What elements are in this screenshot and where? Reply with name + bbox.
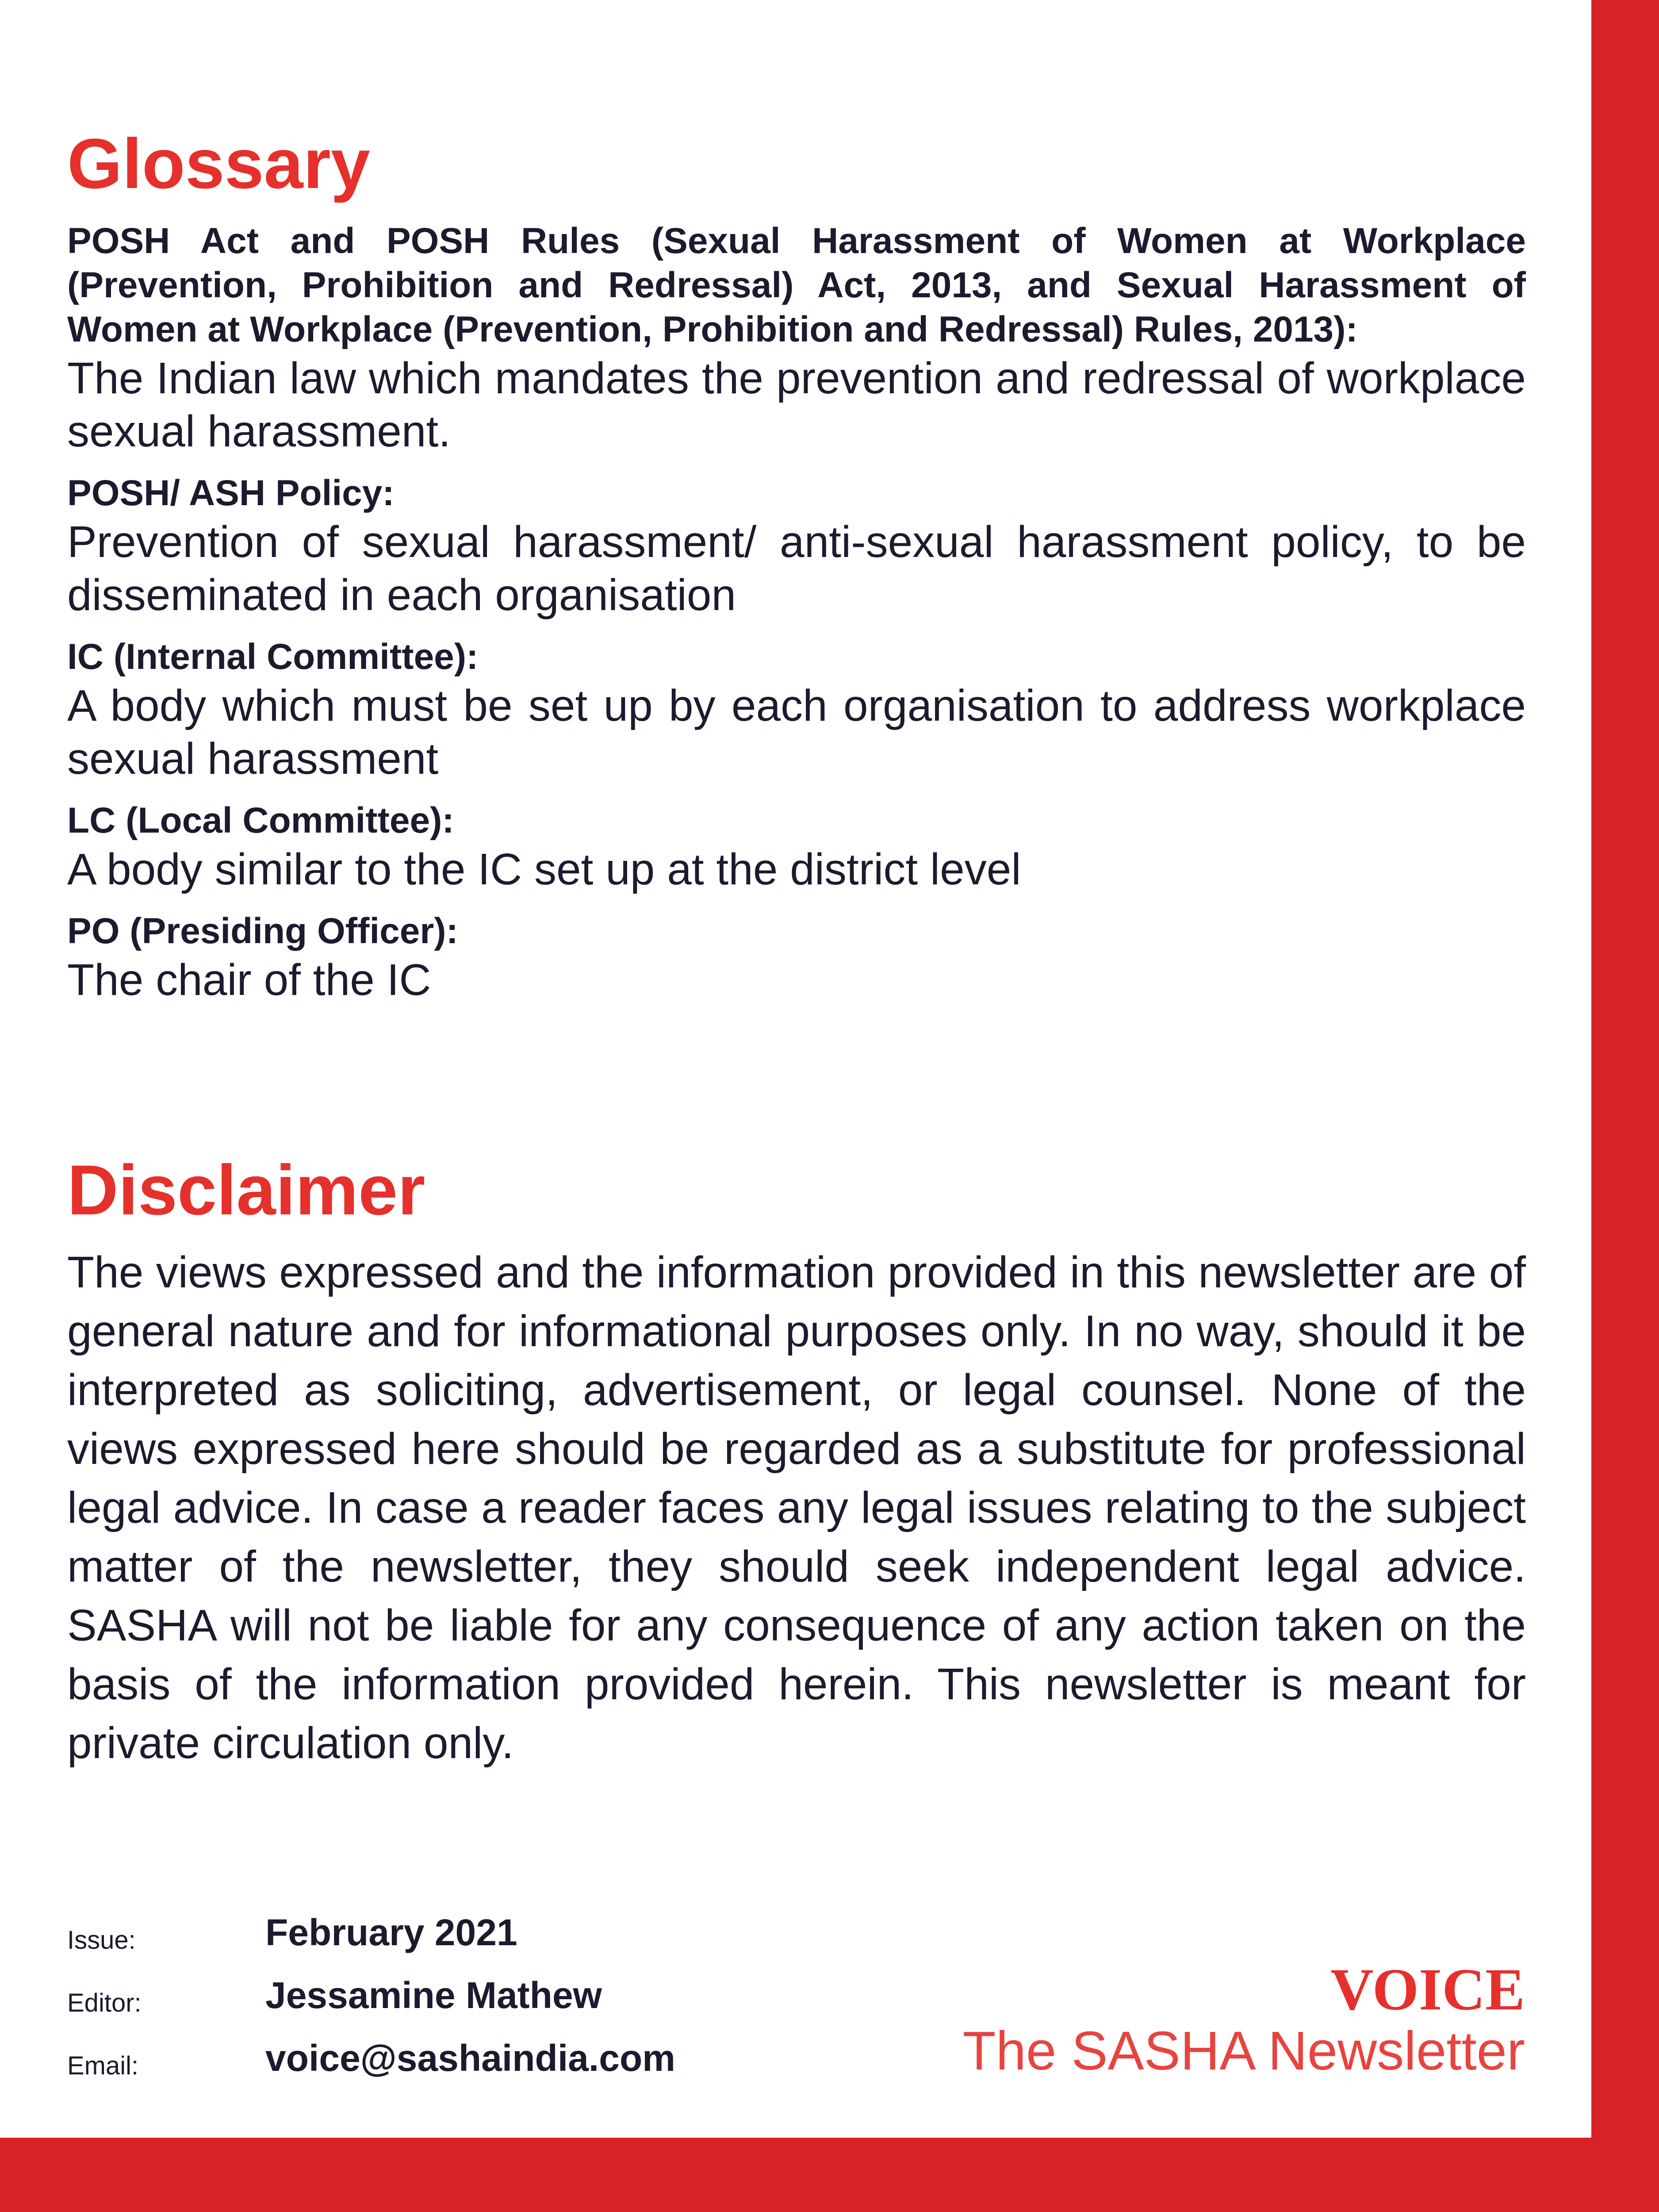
newsletter-tagline: The SASHA Newsletter bbox=[962, 2021, 1525, 2081]
glossary-definition-po: The chair of the IC bbox=[67, 955, 431, 1005]
issue-value: February 2021 bbox=[265, 1912, 517, 1953]
glossary-definition-posh-act: The Indian law which mandates the prevention and redressal of workplace sexual harassment. bbox=[67, 353, 1526, 456]
glossary-term-lc: LC (Local Committee): bbox=[67, 800, 454, 841]
disclaimer-section bbox=[67, 1150, 1526, 1773]
disclaimer-text: The views expressed and the information provided in this newsletter are of general nature and for informational purposes only. In no way, should it be interpreted as soliciting, advertisement, or legal counsel. None of the views expressed here should be regarded as a substitute for professional legal advice. In case a reader faces any legal issues relating to the subject matter of the newsletter, they should seek independent legal advice. SASHA will not be liable for any consequence of any action taken on the basis of the information provided herein. This newsletter is meant for private circulation only. bbox=[67, 1248, 1526, 1768]
bottom-accent-bar bbox=[0, 2138, 1659, 2212]
email-value[interactable]: voice@sashaindia.com bbox=[265, 2037, 675, 2079]
issue-label: Issue: bbox=[67, 1926, 136, 1955]
glossary-section bbox=[67, 124, 1526, 1020]
glossary-term-ic: IC (Internal Committee): bbox=[67, 637, 479, 677]
glossary-definition-ic: A body which must be set up by each organisation to address workplace sexual harassment bbox=[67, 681, 1526, 783]
glossary-title: Glossary bbox=[67, 124, 370, 203]
glossary-term-po: PO (Presiding Officer): bbox=[67, 911, 458, 951]
editor-value: Jessamine Mathew bbox=[265, 1974, 602, 2016]
right-accent-bar bbox=[1591, 0, 1659, 2212]
disclaimer-title: Disclaimer bbox=[67, 1150, 425, 1229]
email-label: Email: bbox=[67, 2051, 139, 2080]
editor-label: Editor: bbox=[67, 1989, 142, 2017]
glossary-definition-lc: A body similar to the IC set up at the district level bbox=[67, 845, 1021, 894]
newsletter-logo: VOICE bbox=[1330, 1957, 1525, 2023]
glossary-term-posh-policy: POSH/ ASH Policy: bbox=[67, 473, 395, 513]
glossary-definition-posh-policy: Prevention of sexual harassment/ anti-sexual harassment policy, to be disseminated in each organisation bbox=[67, 517, 1526, 620]
glossary-term-posh-act: POSH Act and POSH Rules (Sexual Harassment of Women at Workplace (Prevention, Prohibition and Redressal) Act, 2013, and Sexual Harassment of Women at Workplace (Prevention, Prohibition and Redressal) Rules, 2013): bbox=[67, 221, 1526, 349]
